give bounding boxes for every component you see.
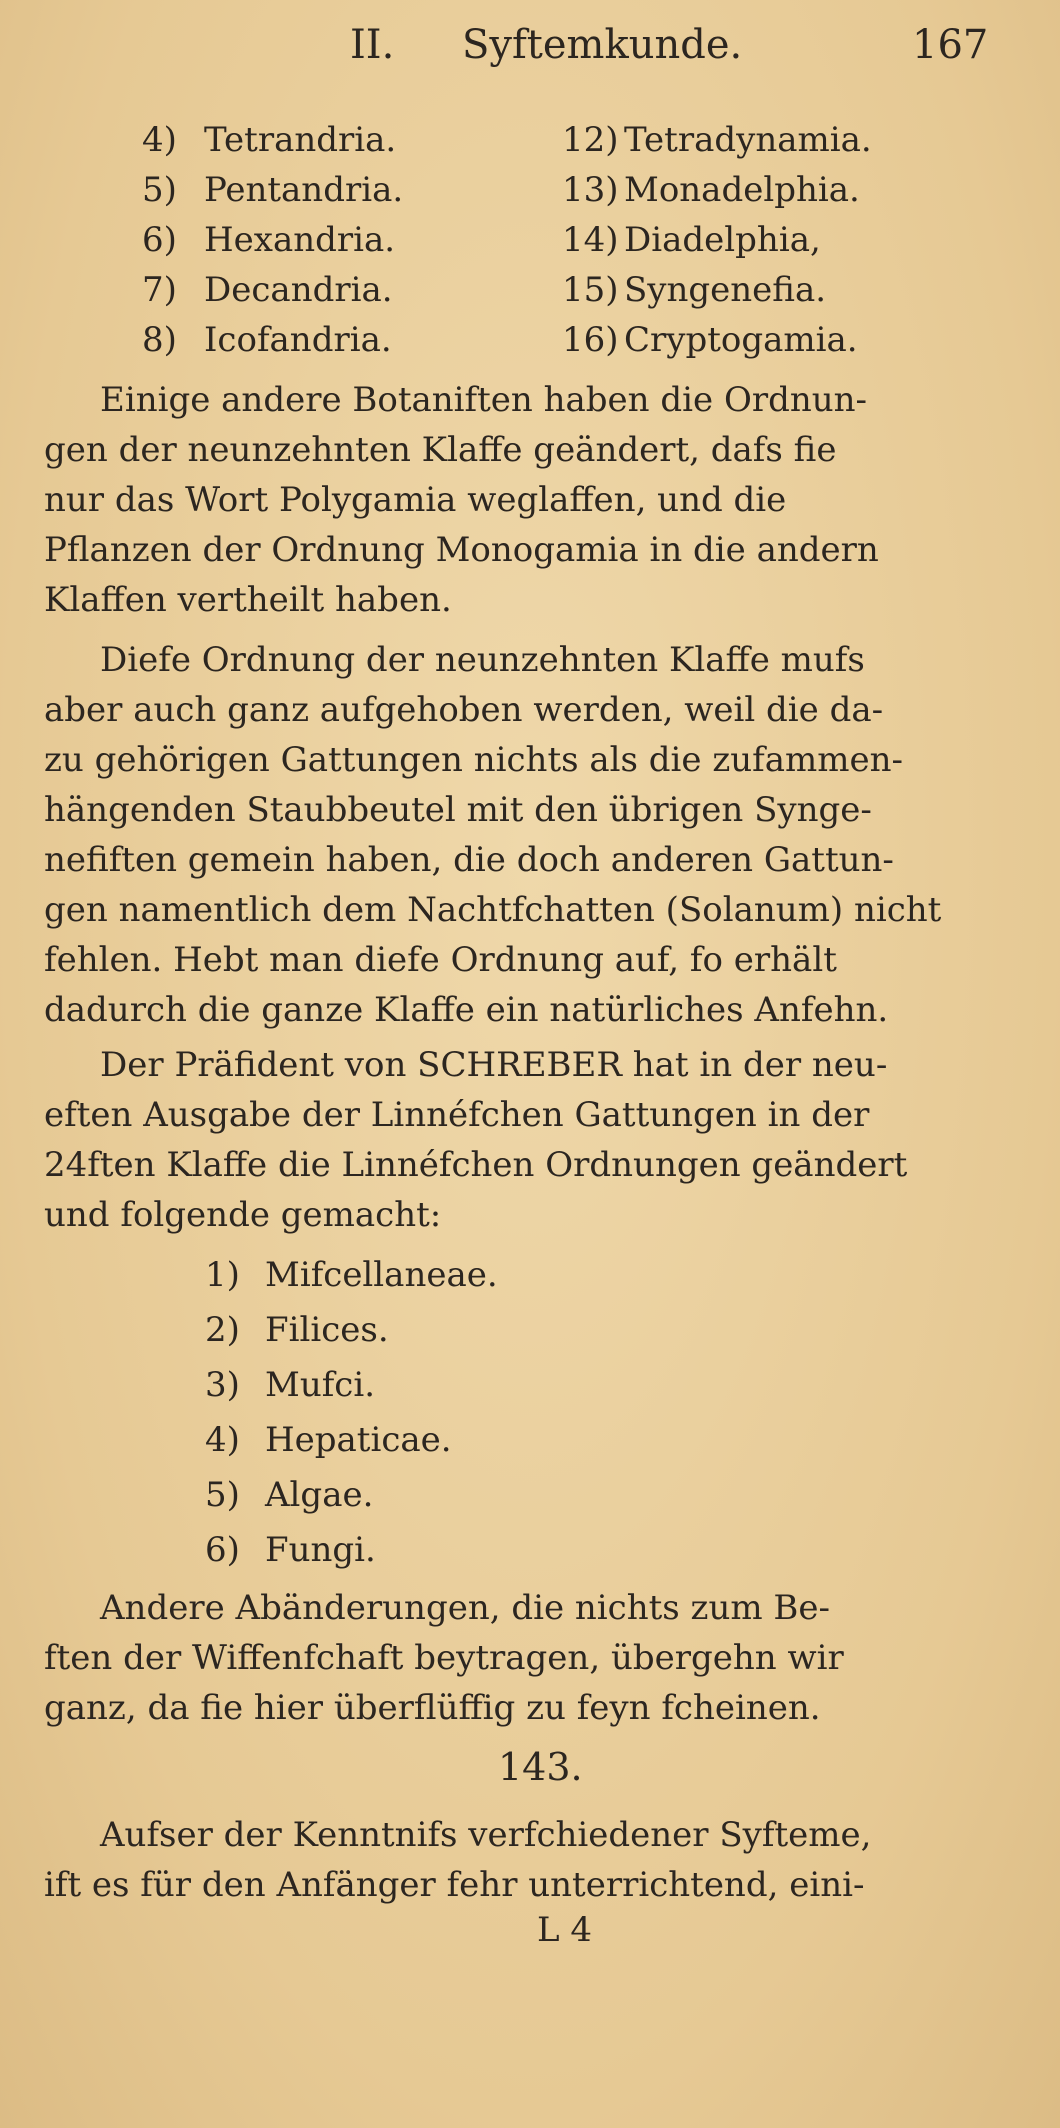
signature-mark: L 4: [537, 1910, 593, 1950]
list-item: 4) Hepaticae.: [205, 1420, 452, 1460]
text-line: fehlen. Hebt man diefe Ordnung auf, fo erhält: [44, 940, 837, 980]
text-line: aber auch ganz aufgehoben werden, weil die da-: [44, 690, 884, 730]
chapter-title: Syftemkunde.: [462, 22, 743, 68]
list-item: 6) Fungi.: [205, 1530, 376, 1570]
text-line: Einige andere Botaniften haben die Ordnun-: [100, 380, 868, 420]
page-number: 167: [912, 22, 989, 68]
list-item: 8) Icofandria.: [142, 320, 392, 360]
chapter-number: II.: [350, 22, 395, 68]
list-item: 13) Monadelphia.: [562, 170, 860, 210]
list-item: 14) Diadelphia,: [562, 220, 821, 260]
list-item: 16) Cryptogamia.: [562, 320, 858, 360]
text-line: nefiften gemein haben, die doch anderen Gattun-: [44, 840, 894, 880]
list-item: 3) Mufci.: [205, 1365, 376, 1405]
running-header: [0, 18, 1060, 78]
text-line: gen namentlich dem Nachtfchatten (Solanum) nicht: [44, 890, 942, 930]
list-item: 1) Mifcellaneae.: [205, 1255, 498, 1295]
text-line: ften der Wiffenfchaft beytragen, übergehn wir: [44, 1638, 844, 1678]
list-item: 2) Filices.: [205, 1310, 389, 1350]
text-line: zu gehörigen Gattungen nichts als die zufammen-: [44, 740, 903, 780]
list-item: 5) Algae.: [205, 1475, 374, 1515]
text-line: Klaffen vertheilt haben.: [44, 580, 452, 620]
text-line: dadurch die ganze Klaffe ein natürliches Anfehn.: [44, 990, 889, 1030]
text-line: 24ften Klaffe die Linnéfchen Ordnungen geändert: [44, 1145, 908, 1185]
text-line: Diefe Ordnung der neunzehnten Klaffe mufs: [100, 640, 865, 680]
text-line: ift es für den Anfänger fehr unterrichtend, eini-: [44, 1865, 865, 1905]
text-line: und folgende gemacht:: [44, 1195, 442, 1235]
text-line: ganz, da fie hier überflüffig zu feyn fcheinen.: [44, 1688, 821, 1728]
list-item: 6) Hexandria.: [142, 220, 396, 260]
text-line: eften Ausgabe der Linnéfchen Gattungen in der: [44, 1095, 870, 1135]
text-line: gen der neunzehnten Klaffe geändert, dafs fie: [44, 430, 837, 470]
text-line: Aufser der Kenntnifs verfchiedener Syfteme,: [100, 1815, 872, 1855]
list-item: 7) Decandria.: [142, 270, 393, 310]
text-line: Der Präfident von SCHREBER hat in der neu-: [100, 1045, 888, 1085]
list-item: 15) Syngenefia.: [562, 270, 827, 310]
text-line: hängenden Staubbeutel mit den übrigen Synge-: [44, 790, 872, 830]
list-item: 5) Pentandria.: [142, 170, 404, 210]
text-line: nur das Wort Polygamia weglaffen, und die: [44, 480, 787, 520]
section-number: 143.: [498, 1745, 583, 1789]
list-item: 12) Tetradynamia.: [562, 120, 872, 160]
text-line: Pflanzen der Ordnung Monogamia in die andern: [44, 530, 879, 570]
list-item: 4) Tetrandria.: [142, 120, 397, 160]
text-line: Andere Abänderungen, die nichts zum Be-: [100, 1588, 830, 1628]
